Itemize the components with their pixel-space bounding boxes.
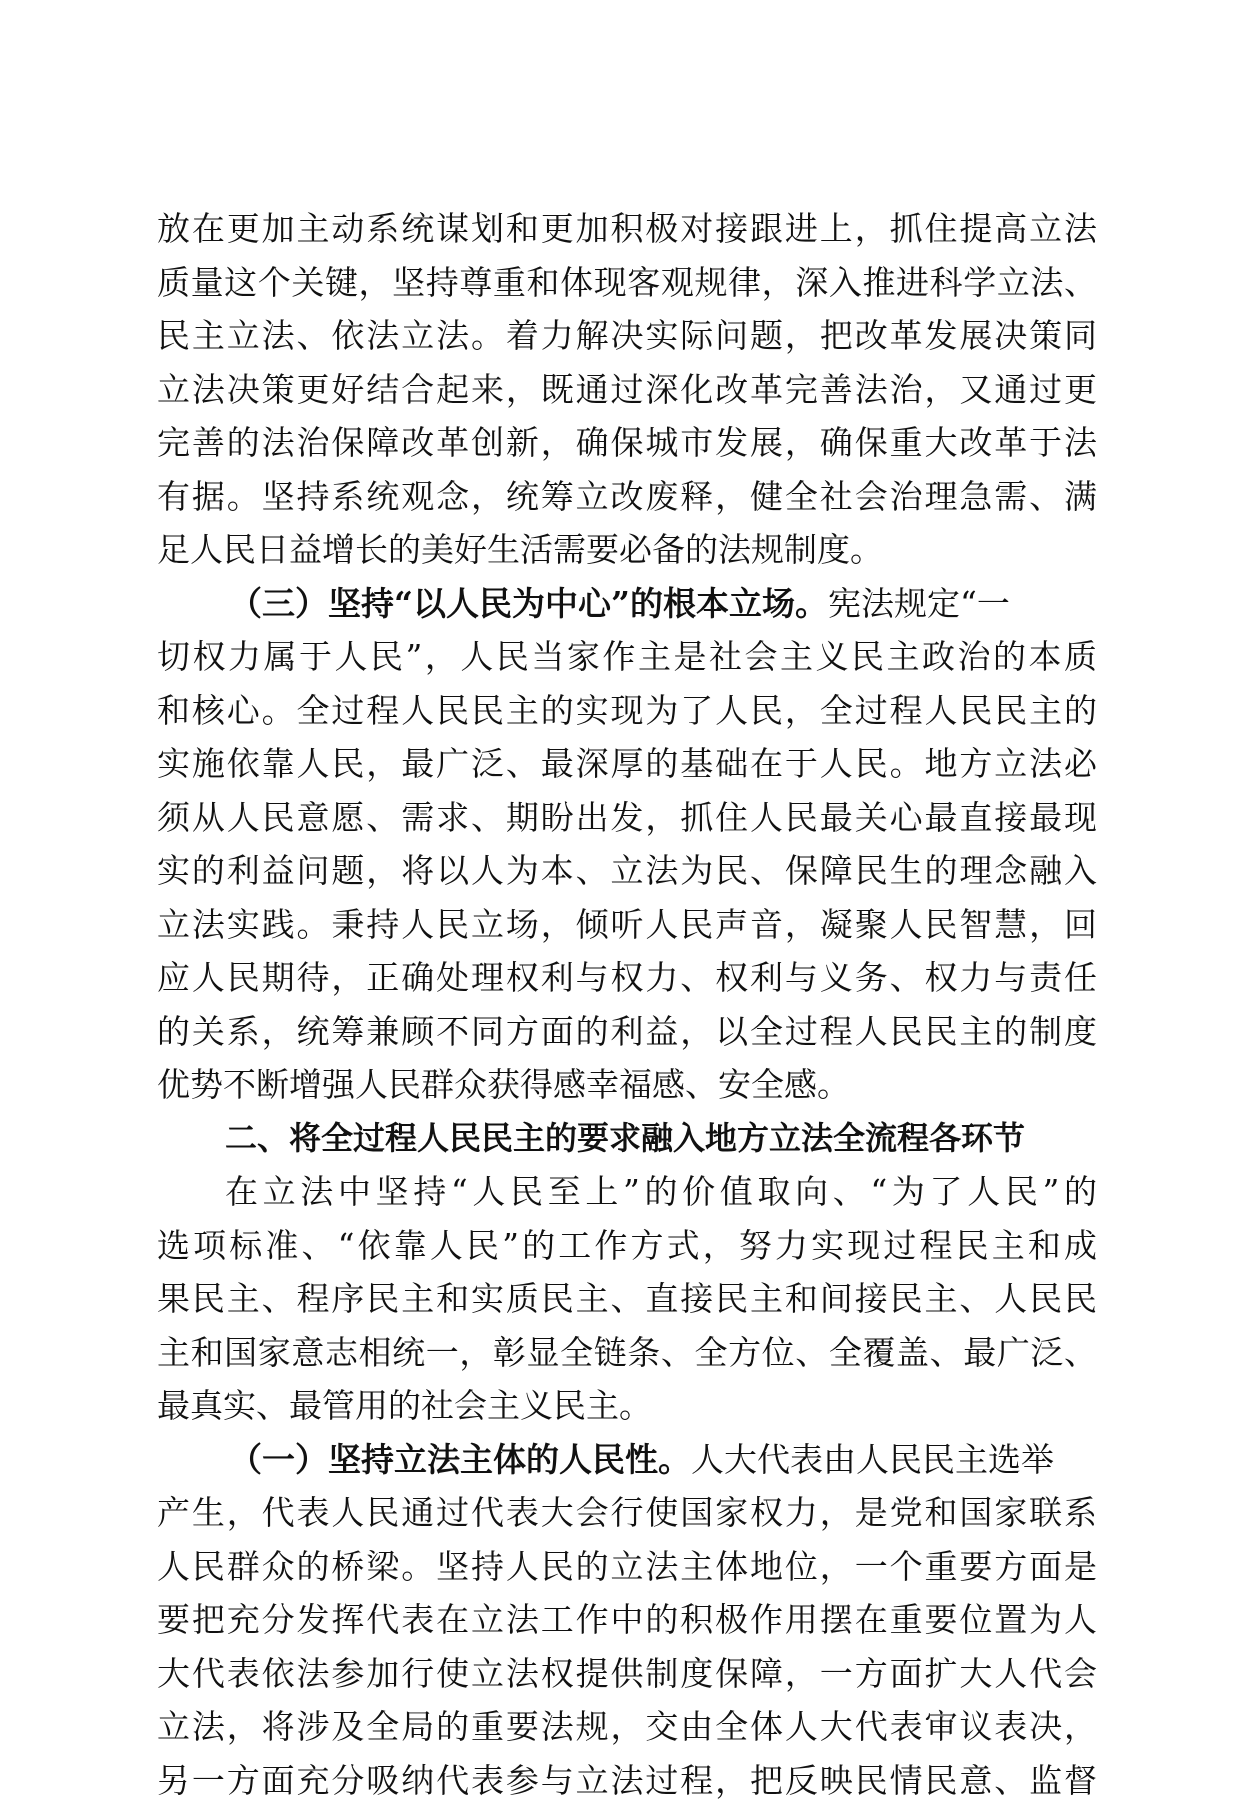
text-line: 有据。坚持系统观念，统筹立改废释，健全社会治理急需、满 <box>157 470 1097 524</box>
text-line: 切权力属于人民”，人民当家作主是社会主义民主政治的本质 <box>157 630 1097 684</box>
text-line: 产生，代表人民通过代表大会行使国家权力，是党和国家联系 <box>157 1486 1097 1540</box>
subheading-lead: （一）坚持立法主体的人民性。 <box>229 1440 691 1479</box>
text-line: 民主立法、依法立法。着力解决实际问题，把改革发展决策同 <box>157 309 1097 363</box>
subheading-lead: （三）坚持“以人民为中心”的根本立场。 <box>229 584 828 623</box>
text-line: 应人民期待，正确处理权利与权力、权利与义务、权力与责任 <box>157 951 1097 1005</box>
text-line: 足人民日益增长的美好生活需要必备的法规制度。 <box>157 523 1097 577</box>
text-line: 优势不断增强人民群众获得感幸福感、安全感。 <box>157 1058 1097 1112</box>
text-line: 选项标准、“依靠人民”的工作方式，努力实现过程民主和成 <box>157 1219 1097 1273</box>
text-line: 主和国家意志相统一，彰显全链条、全方位、全覆盖、最广泛、 <box>157 1326 1097 1380</box>
paragraph-section-intro <box>157 1165 1097 1433</box>
text-line: 果民主、程序民主和实质民主、直接民主和间接民主、人民民 <box>157 1272 1097 1326</box>
text-line: 须从人民意愿、需求、期盼出发，抓住人民最关心最直接最现 <box>157 791 1097 845</box>
text-line: 质量这个关键，坚持尊重和体现客观规律，深入推进科学立法、 <box>157 256 1097 310</box>
subheading-line <box>157 1433 1097 1487</box>
text-line: 人民群众的桥梁。坚持人民的立法主体地位，一个重要方面是 <box>157 1540 1097 1594</box>
document-body <box>157 202 1097 1807</box>
text-line: 放在更加主动系统谋划和更加积极对接跟进上，抓住提高立法 <box>157 202 1097 256</box>
text-line: 立法实践。秉持人民立场，倾听人民声音，凝聚人民智慧，回 <box>157 898 1097 952</box>
section-heading: 二、将全过程人民民主的要求融入地方立法全流程各环节 <box>157 1112 1097 1166</box>
subheading-rest: 人大代表由人民民主选举 <box>691 1440 1054 1479</box>
text-line: 和核心。全过程人民民主的实现为了人民，全过程人民民主的 <box>157 684 1097 738</box>
text-line: 实的利益问题，将以人为本、立法为民、保障民生的理念融入 <box>157 844 1097 898</box>
text-line: 立法，将涉及全局的重要法规，交由全体人大代表审议表决， <box>157 1700 1097 1754</box>
text-line: 实施依靠人民，最广泛、最深厚的基础在于人民。地方立法必 <box>157 737 1097 791</box>
text-line: 的关系，统筹兼顾不同方面的利益，以全过程人民民主的制度 <box>157 1005 1097 1059</box>
text-line: 完善的法治保障改革创新，确保城市发展，确保重大改革于法 <box>157 416 1097 470</box>
text-line: 最真实、最管用的社会主义民主。 <box>157 1379 1097 1433</box>
paragraph-legislative-subject <box>157 1433 1097 1807</box>
text-line: 要把充分发挥代表在立法工作中的积极作用摆在重要位置为人 <box>157 1593 1097 1647</box>
text-line: 在立法中坚持“人民至上”的价值取向、“为了人民”的 <box>157 1165 1097 1219</box>
text-line: 立法决策更好结合起来，既通过深化改革完善法治，又通过更 <box>157 363 1097 417</box>
subheading-line <box>157 577 1097 631</box>
text-line: 另一方面充分吸纳代表参与立法过程，把反映民情民意、监督 <box>157 1754 1097 1807</box>
paragraph-people-centered <box>157 577 1097 1112</box>
text-line: 大代表依法参加行使立法权提供制度保障，一方面扩大人代会 <box>157 1647 1097 1701</box>
paragraph-continuation <box>157 202 1097 577</box>
subheading-rest: 宪法规定“一 <box>828 584 1010 623</box>
